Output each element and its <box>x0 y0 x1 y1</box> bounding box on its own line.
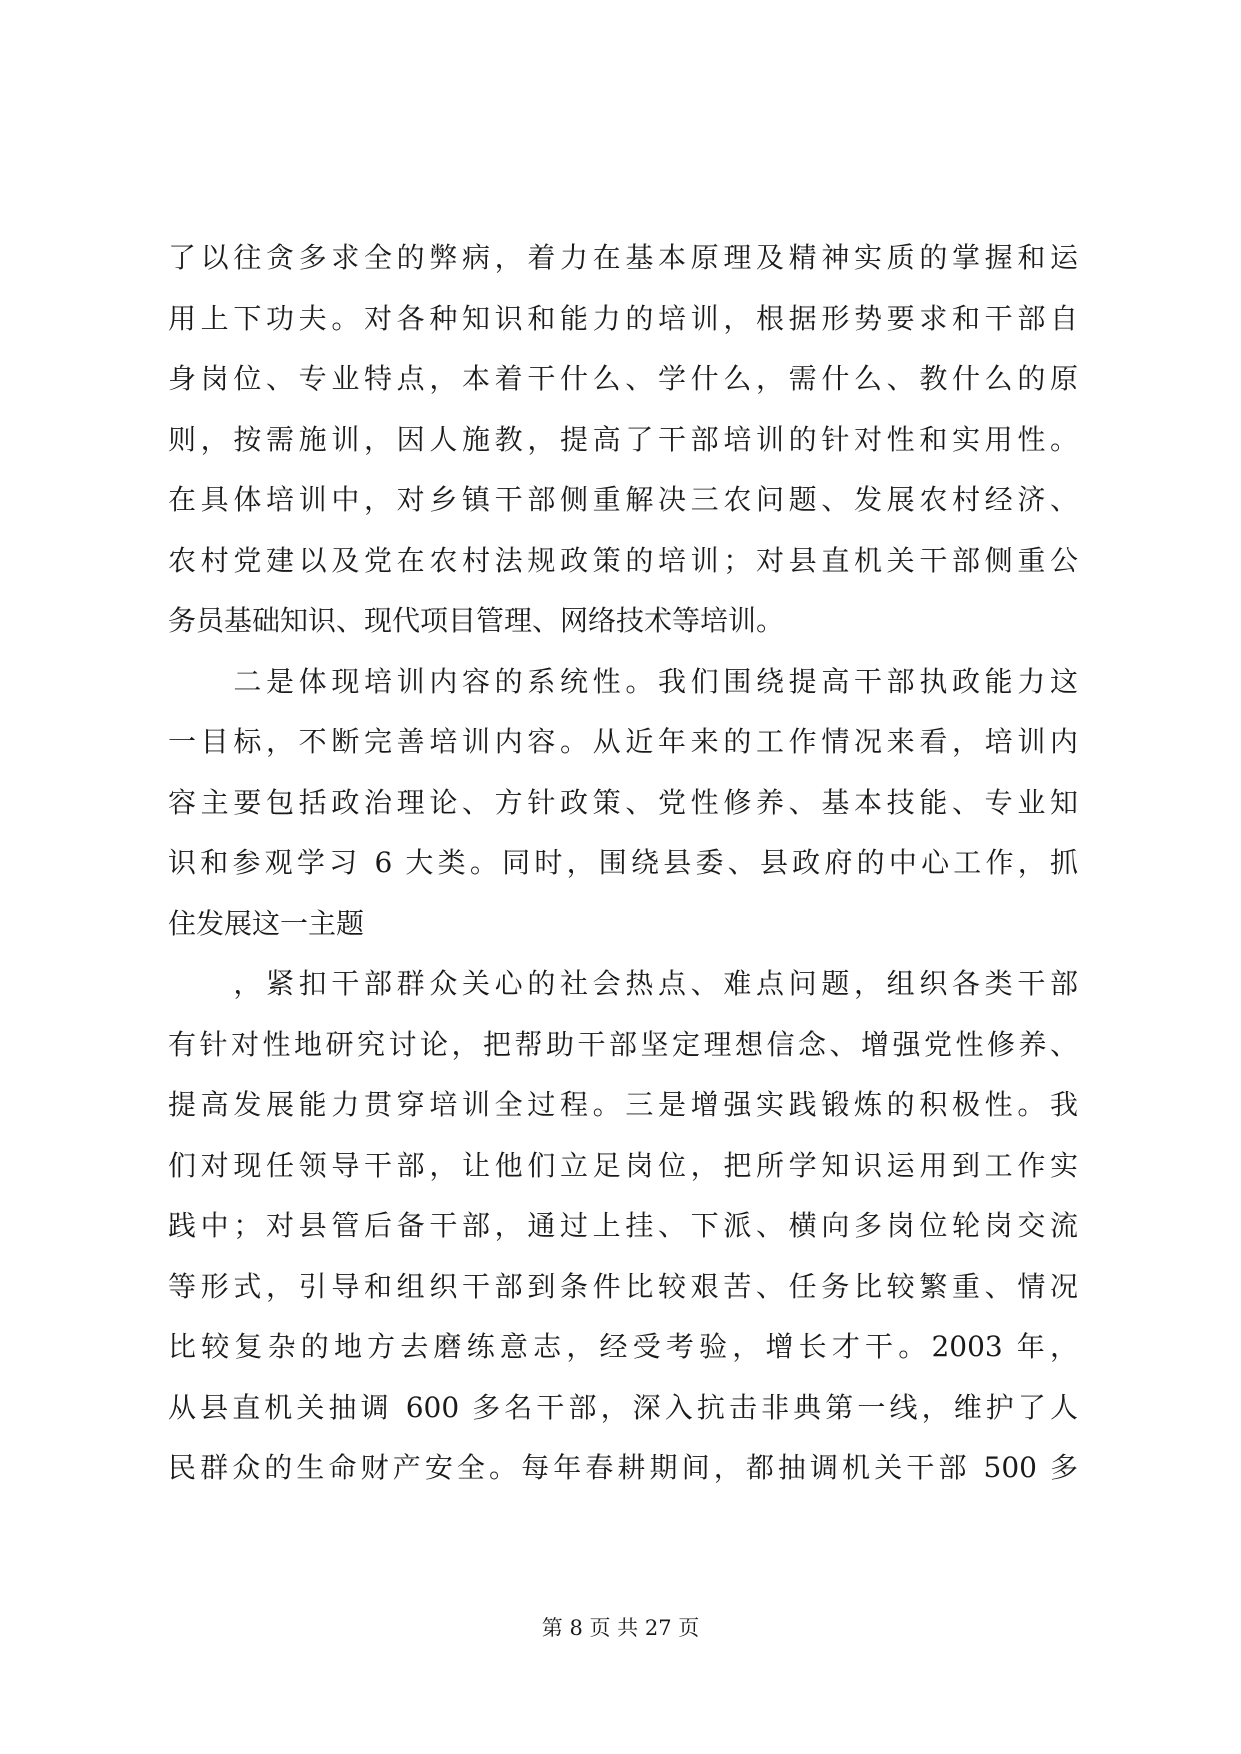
text-line: 比较复杂的地方去磨练意志，经受考验，增长才干。2003 年， <box>168 1330 1078 1363</box>
text-line: 在具体培训中，对乡镇干部侧重解决三农问题、发展农村经济、 <box>168 483 1078 516</box>
text-line: 了以往贪多求全的弊病，着力在基本原理及精神实质的掌握和运 <box>168 241 1078 274</box>
text-line: 从县直机关抽调 600 多名干部，深入抗击非典第一线，维护了人 <box>168 1390 1078 1424</box>
text-line: 则，按需施训，因人施教，提高了干部培训的针对性和实用性。 <box>168 422 1078 456</box>
text-line: 识和参观学习 6 大类。同时，围绕县委、县政府的中心工作，抓 <box>168 846 1078 879</box>
text-line: 用上下功夫。对各种知识和能力的培训，根据形势要求和干部自 <box>168 301 1078 335</box>
text-line: 一目标，不断完善培训内容。从近年来的工作情况来看，培训内 <box>168 725 1078 758</box>
text-line: 身岗位、专业特点，本着干什么、学什么，需什么、教什么的原 <box>168 362 1078 395</box>
text-line: 提高发展能力贯穿培训全过程。三是增强实践锻炼的积极性。我 <box>168 1088 1078 1121</box>
text-line: 践中；对县管后备干部，通过上挂、下派、横向多岗位轮岗交流 <box>168 1209 1078 1242</box>
text-line: 务员基础知识、现代项目管理、网络技术等培训。 <box>168 604 785 637</box>
text-line: 容主要包括政治理论、方针政策、党性修养、基本技能、专业知 <box>168 785 1078 819</box>
page-footer: 第 8 页 共 27 页 <box>541 1616 700 1640</box>
text-line: 农村党建以及党在农村法规政策的培训；对县直机关干部侧重公 <box>168 543 1078 577</box>
text-line: 们对现任领导干部，让他们立足岗位，把所学知识运用到工作实 <box>168 1148 1078 1182</box>
text-line: ，紧扣干部群众关心的社会热点、难点问题，组织各类干部 <box>168 967 1078 1000</box>
body-text <box>168 228 1078 1499</box>
text-line: 民群众的生命财产安全。每年春耕期间，都抽调机关干部 500 多 <box>168 1451 1078 1484</box>
text-line: 二是体现培训内容的系统性。我们围绕提高干部执政能力这 <box>168 664 1078 698</box>
text-line: 住发展这一主题 <box>168 906 365 940</box>
text-line: 等形式，引导和组织干部到条件比较艰苦、任务比较繁重、情况 <box>168 1269 1078 1303</box>
text-line: 有针对性地研究讨论，把帮助干部坚定理想信念、增强党性修养、 <box>168 1027 1078 1061</box>
